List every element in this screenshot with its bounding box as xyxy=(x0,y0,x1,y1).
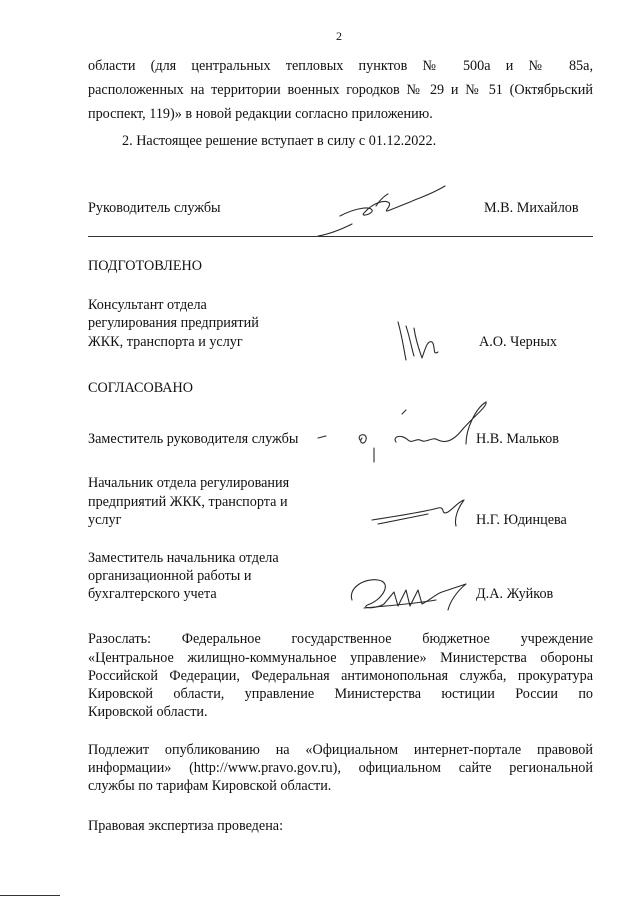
head-signature xyxy=(310,178,460,238)
prepared-title-1: Консультант отдела xyxy=(88,297,207,313)
publication-line-1: Подлежит опубликованию на «Официальном интернет-портале правовой xyxy=(88,742,593,758)
publication-line-3: службы по тарифам Кировской области. xyxy=(88,778,332,794)
prepared-name: А.О. Черных xyxy=(479,334,557,350)
agreed-3-signature xyxy=(344,570,474,620)
agreed-2-signature xyxy=(368,494,478,534)
agreed-2-title-1: Начальник отдела регулирования xyxy=(88,475,290,491)
prepared-title-3: ЖКК, транспорта и услуг xyxy=(88,334,243,350)
distribution-line-5: Кировской области. xyxy=(88,704,208,720)
publication-line-2: информации» (http://www.pravo.gov.ru), официальном сайте региональной xyxy=(88,760,593,776)
distribution-line-3: Российской Федерации, Федеральная антимонопольная служба, прокуратура xyxy=(88,668,593,684)
agreed-3-name: Д.А. Жуйков xyxy=(476,586,554,602)
head-title: Руководитель службы xyxy=(88,200,221,216)
agreed-1-signature xyxy=(316,400,496,470)
divider-line xyxy=(88,236,593,237)
prepared-title-2: регулирования предприятий xyxy=(88,315,259,331)
agreed-2-name: Н.Г. Юдинцева xyxy=(476,512,567,528)
intro-line-1: области (для центральных тепловых пунктов № 500а и № 85а, xyxy=(88,58,593,74)
agreed-3-title-2: организационной работы и xyxy=(88,568,252,584)
agreed-heading: СОГЛАСОВАНО xyxy=(88,380,194,396)
distribution-line-1: Разослать: Федеральное государственное бюджетное учреждение xyxy=(88,631,593,647)
agreed-3-title-3: бухгалтерского учета xyxy=(88,586,217,602)
intro-line-2: расположенных на территории военных городков № 29 и № 51 (Октябрьский xyxy=(88,82,593,98)
agreed-1-title: Заместитель руководителя службы xyxy=(88,431,299,447)
prepared-signature xyxy=(392,316,452,366)
agreed-2-title-3: услуг xyxy=(88,512,122,528)
footer-rule xyxy=(0,895,60,896)
intro-line-3: проспект, 119)» в новой редакции согласно приложению. xyxy=(88,106,433,122)
agreed-2-title-2: предприятий ЖКК, транспорта и xyxy=(88,494,288,510)
prepared-heading: ПОДГОТОВЛЕНО xyxy=(88,258,202,274)
distribution-line-2: «Центральное жилищно-коммунальное управление» Министерства обороны xyxy=(88,650,593,666)
page-number: 2 xyxy=(336,29,342,43)
head-name: М.В. Михайлов xyxy=(484,200,579,216)
agreed-3-title-1: Заместитель начальника отдела xyxy=(88,550,279,566)
legal-review: Правовая экспертиза проведена: xyxy=(88,818,284,834)
distribution-line-4: Кировской области, управление Министерства юстиции России по xyxy=(88,686,593,702)
agreed-1-name: Н.В. Мальков xyxy=(476,431,559,447)
clause-2: 2. Настоящее решение вступает в силу с 01.12.2022. xyxy=(122,133,437,149)
